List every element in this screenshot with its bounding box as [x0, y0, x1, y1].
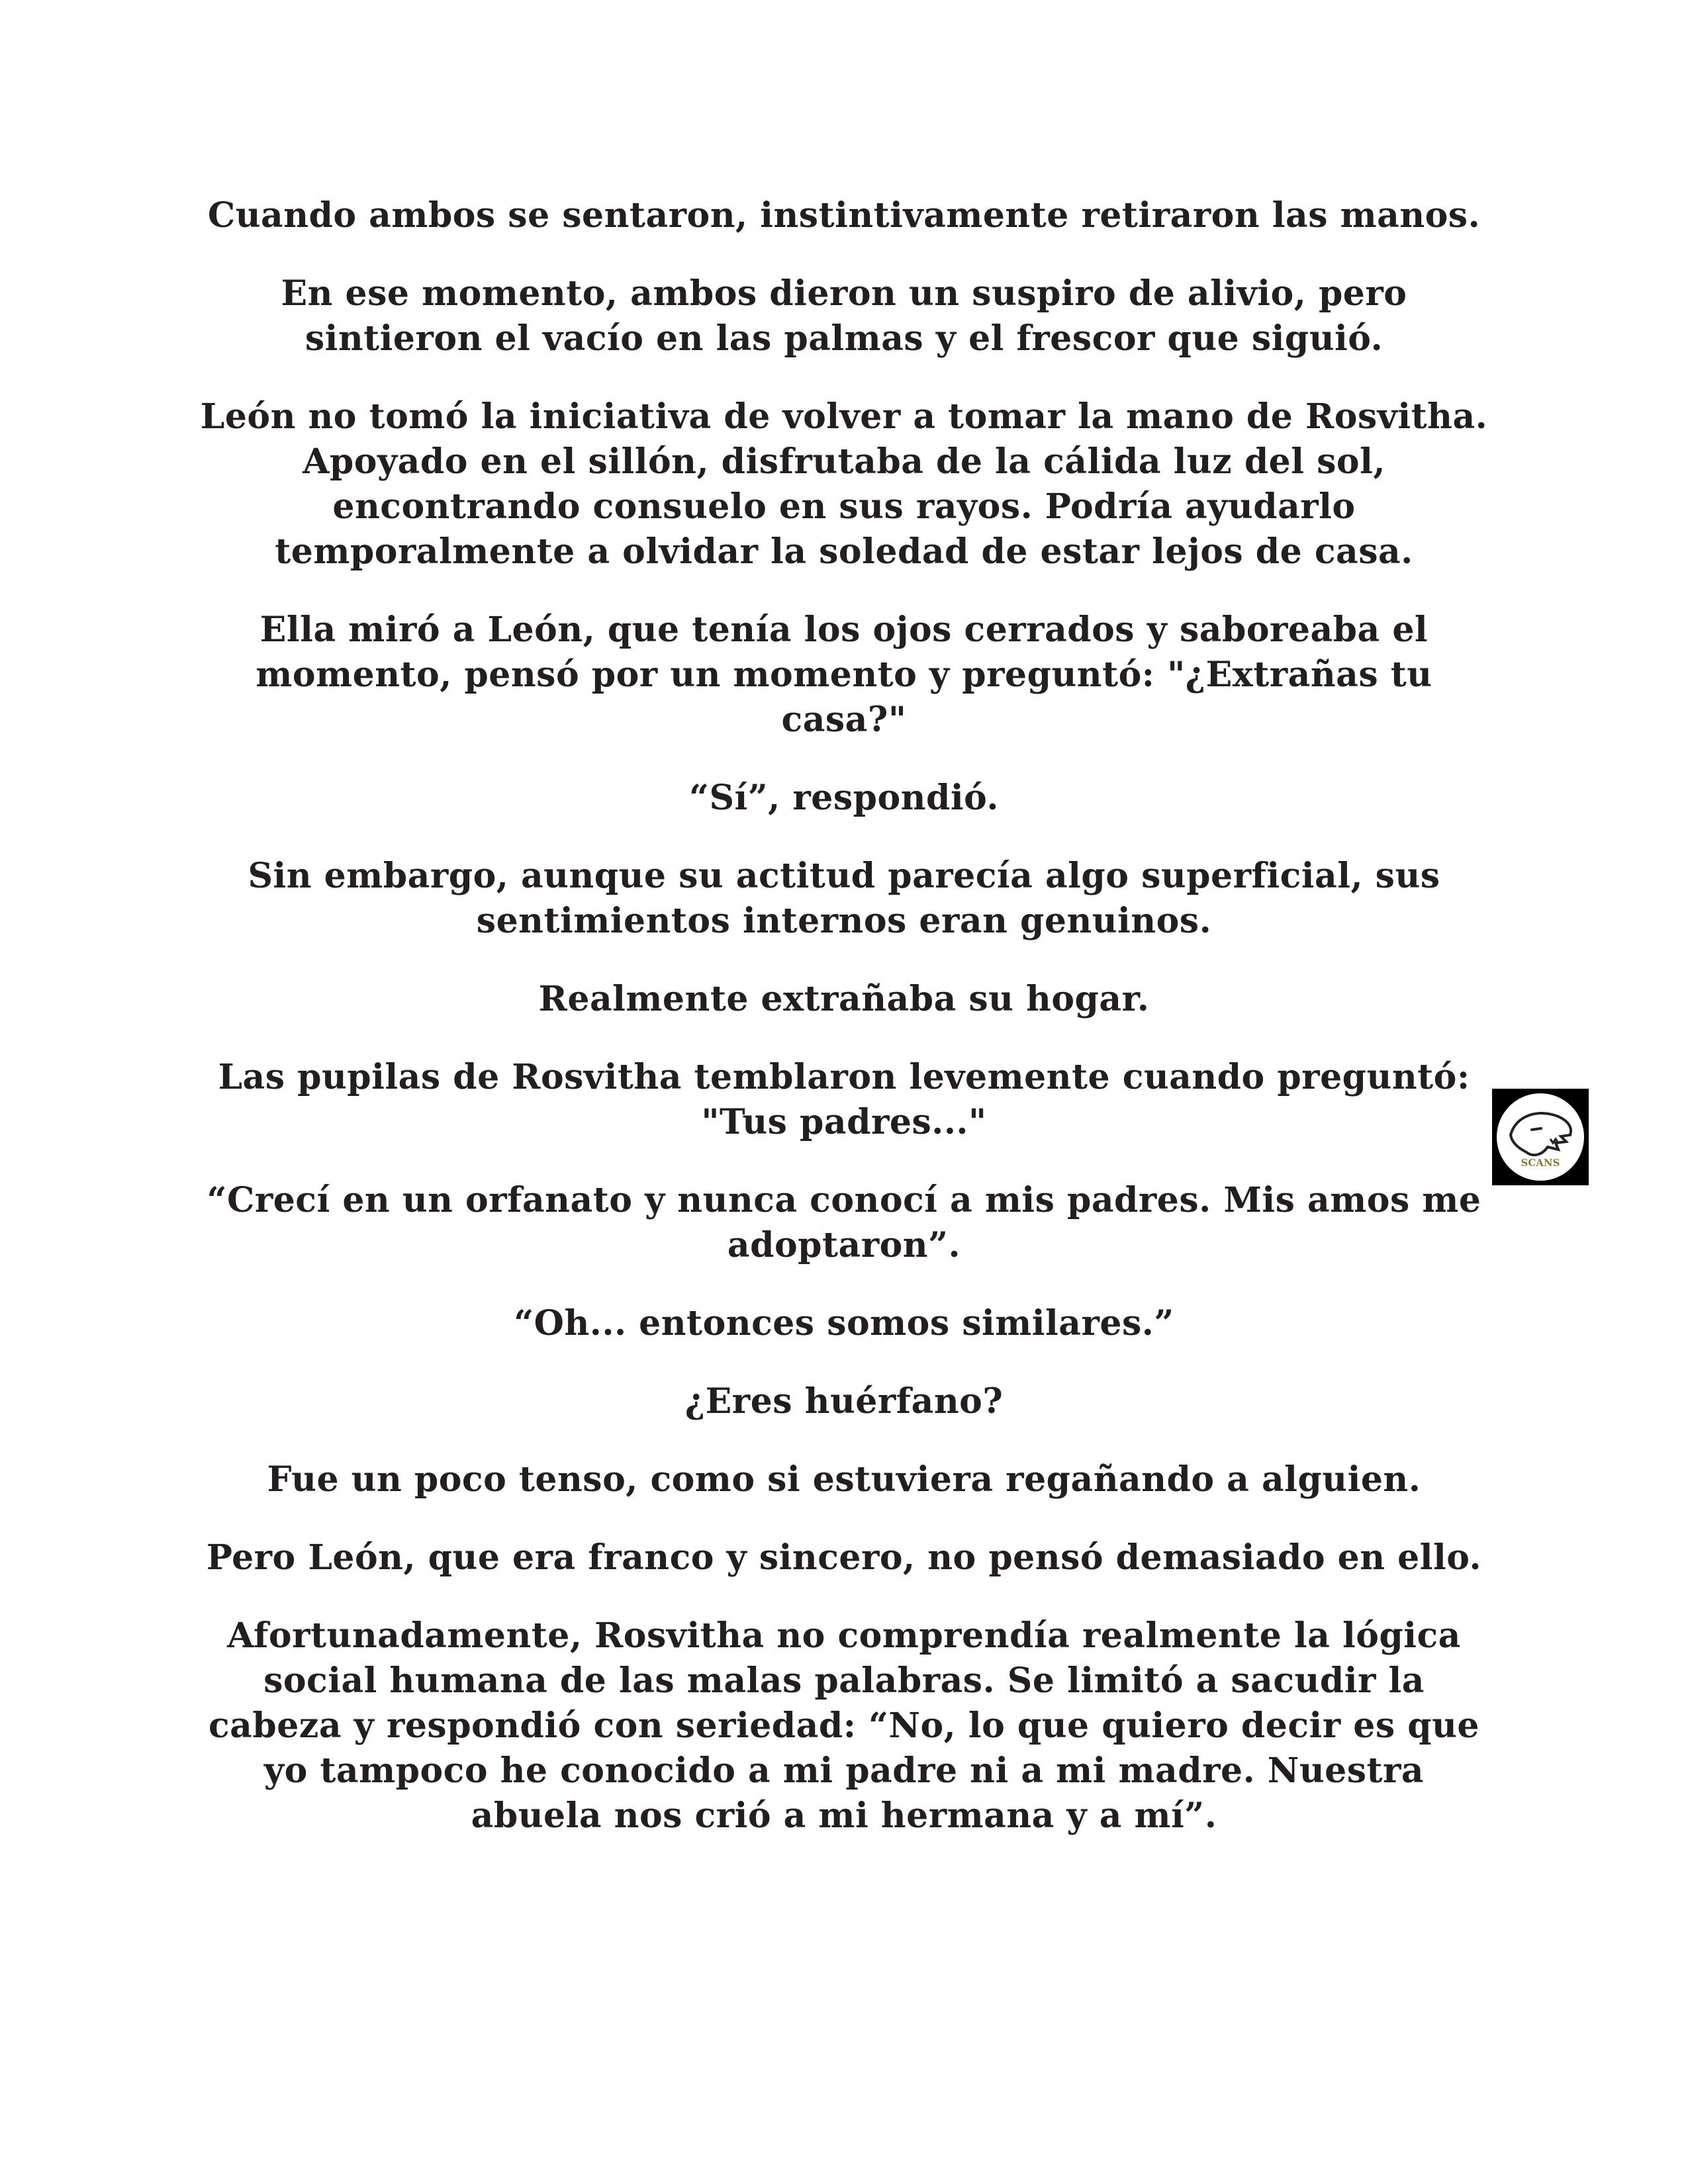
paragraph-6: Sin embargo, aunque su actitud parecía algo superficial, sus sentimientos internos eran genuinos. [248, 856, 1440, 941]
paragraph-10: “Oh... entonces somos similares.” [514, 1303, 1174, 1343]
logo-text: SCANS [1521, 1157, 1560, 1169]
logo-graphic [1492, 1089, 1589, 1185]
dinosaur-eye [1532, 1128, 1541, 1130]
paragraph-8: Las pupilas de Rosvitha temblaron levemente cuando preguntó: "Tus padres..." [218, 1057, 1470, 1142]
body-text [199, 193, 1489, 1872]
paragraph-14: Afortunadamente, Rosvitha no comprendía realmente la lógica social humana de las malas palabras. Se limitó a sacudir la cabeza y respondió con seriedad: “No, lo que quiero decir es que yo tampoco he conocido a mi padre ni a mi madre. Nuestra abuela nos crió a mi hermana y a mí”. [209, 1615, 1479, 1836]
paragraph-2: En ese momento, ambos dieron un suspiro de alivio, pero sintieron el vacío en las palmas y el frescor que siguió. [281, 273, 1407, 359]
paragraph-5: “Sí”, respondió. [689, 778, 999, 818]
dinosaur-teeth [1550, 1139, 1558, 1143]
paragraph-9: “Crecí en un orfanato y nunca conocí a mis padres. Mis amos me adoptaron”. [207, 1180, 1481, 1265]
paragraph-7: Realmente extrañaba su hogar. [538, 979, 1150, 1019]
paragraph-11: ¿Eres huérfano? [684, 1381, 1004, 1422]
paragraph-3: León no tomó la iniciativa de volver a tomar la mano de Rosvitha. Apoyado en el sillón, disfrutaba de la cálida luz del sol, encontrando consuelo en sus rayos. Podría ayudarlo temporalmente a olvidar la soledad de estar lejos de casa. [200, 396, 1488, 572]
paragraph-13: Pero León, que era franco y sincero, no pensó demasiado en ello. [206, 1537, 1482, 1578]
paragraph-1: Cuando ambos se sentaron, instintivamente retiraron las manos. [207, 195, 1481, 236]
dinosaur-logo-icon [1492, 1089, 1589, 1185]
paragraph-12: Fue un poco tenso, como si estuviera regañando a alguien. [267, 1459, 1421, 1500]
paragraph-4: Ella miró a León, que tenía los ojos cerrados y saboreaba el momento, pensó por un momento y preguntó: "¿Extrañas tu casa?" [256, 610, 1432, 740]
